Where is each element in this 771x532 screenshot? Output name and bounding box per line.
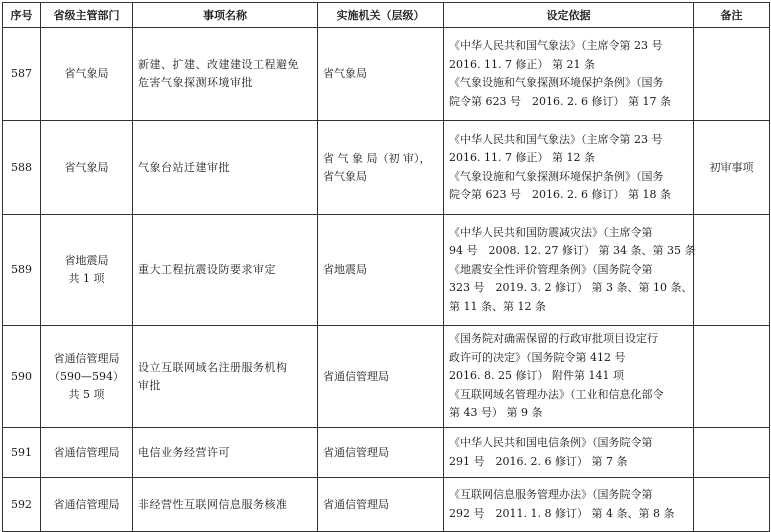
cell-agency <box>318 326 444 428</box>
basis-line: 94 号 2008. 12. 27 修订） 第 34 条、第 35 条 <box>449 244 696 258</box>
cell-dept <box>41 428 133 478</box>
table-row <box>3 326 770 428</box>
cell-item-name <box>133 215 318 326</box>
dept-line: 省通信管理局 <box>53 497 120 511</box>
cell-dept <box>41 28 133 121</box>
header-item: 事项名称 <box>133 3 318 28</box>
basis-line: 《气象设施和气象探测环境保护条例》（国务 <box>449 76 664 89</box>
cell-dept <box>41 215 133 326</box>
cell-note <box>694 428 770 478</box>
cell-agency <box>318 28 444 121</box>
cell-item-name <box>133 326 318 428</box>
cell-seq: 588 <box>3 121 41 215</box>
cell-agency <box>318 215 444 326</box>
basis-line: 2016. 11. 7 修正） 第 21 条 <box>449 57 595 71</box>
agency-line: 省通信管理局 <box>323 497 389 511</box>
cell-legal-basis <box>444 326 694 428</box>
table-row <box>3 428 770 478</box>
agency-line: 省地震局 <box>323 263 367 276</box>
cell-legal-basis <box>444 121 694 215</box>
basis-line: 2016. 11. 7 修正） 第 12 条 <box>449 151 595 164</box>
cell-seq: 587 <box>3 28 41 121</box>
item-line: 新建、扩建、改建建设工程避免 <box>138 58 299 71</box>
basis-line: 《中华人民共和国电信条例》（国务院令第 <box>449 436 653 449</box>
cell-note <box>694 478 770 532</box>
cell-seq: 590 <box>3 326 41 428</box>
agency-line: 省 气 象 局（初 审）， <box>323 151 431 165</box>
cell-legal-basis <box>444 478 694 532</box>
header-note: 备注 <box>694 3 770 28</box>
dept-line: 共 1 项 <box>68 272 105 285</box>
basis-line: 《国务院对确需保留的行政审批项目设定行 <box>449 332 658 346</box>
basis-line: 《气象设施和气象探测环境保护条例》（国务 <box>449 169 664 183</box>
table-row <box>3 121 770 215</box>
header-basis: 设定依据 <box>444 3 694 28</box>
cell-note: 初审事项 <box>694 121 770 215</box>
table-row <box>3 478 770 532</box>
table-header-row <box>3 3 770 28</box>
basis-line: 291 号 2016. 2. 6 修订） 第 7 条 <box>449 454 628 468</box>
header-agency: 实施机关（层级） <box>318 3 444 28</box>
basis-line: 《中华人民共和国气象法》（主席令第 23 号 <box>449 132 663 146</box>
dept-line: 省通信管理局 <box>53 445 120 459</box>
cell-legal-basis <box>444 215 694 326</box>
basis-line: 第 11 条、第 12 条 <box>449 299 546 313</box>
agency-line: 省通信管理局 <box>323 445 389 459</box>
item-line: 重大工程抗震设防要求审定 <box>138 263 276 276</box>
item-line: 气象台站迁建审批 <box>138 160 230 174</box>
basis-line: 第 43 号） 第 9 条 <box>449 406 543 420</box>
cell-seq: 591 <box>3 428 41 478</box>
cell-seq: 589 <box>3 215 41 326</box>
header-dept: 省级主管部门 <box>41 3 133 28</box>
basis-line: 《互联网域名管理办法》（工业和信息化部令 <box>449 387 664 401</box>
header-seq: 序号 <box>3 3 41 28</box>
agency-line: 省气象局 <box>323 67 367 80</box>
basis-line: 2016. 8. 25 修订） 附件第 141 项 <box>449 369 624 383</box>
basis-line: 《地震安全性评价管理条例》（国务院令第 <box>449 262 653 276</box>
dept-line: （590—594） <box>49 369 124 383</box>
item-line: 非经营性互联网信息服务核准 <box>138 497 288 511</box>
dept-line: 共 5 项 <box>68 387 105 401</box>
cell-legal-basis <box>444 28 694 121</box>
item-line: 危害气象探测环境审批 <box>138 76 253 89</box>
cell-dept <box>41 121 133 215</box>
dept-line: 省通信管理局 <box>53 351 120 365</box>
cell-agency <box>318 121 444 215</box>
cell-seq: 592 <box>3 478 41 532</box>
cell-agency <box>318 428 444 478</box>
cell-dept <box>41 326 133 428</box>
cell-item-name <box>133 478 318 532</box>
table-row <box>3 215 770 326</box>
approval-items-table <box>2 2 770 532</box>
item-line: 审批 <box>138 378 161 392</box>
dept-line: 省地震局 <box>64 254 109 267</box>
basis-line: 323 号 2019. 3. 2 修订） 第 3 条、第 10 条、 <box>449 281 693 295</box>
basis-line: 292 号 2011. 1. 8 修订） 第 4 条、第 8 条 <box>449 506 675 520</box>
cell-legal-basis <box>444 428 694 478</box>
basis-line: 院令第 623 号 2016. 2. 6 修订） 第 18 条 <box>449 188 671 201</box>
basis-line: 《中华人民共和国防震减灾法》（主席令第 <box>449 225 653 239</box>
basis-line: 《互联网信息服务管理办法》（国务院令第 <box>449 488 653 501</box>
agency-line: 省通信管理局 <box>323 369 389 383</box>
dept-line: 省气象局 <box>64 160 109 174</box>
dept-line: 省气象局 <box>64 67 109 80</box>
cell-dept <box>41 478 133 532</box>
cell-item-name <box>133 28 318 121</box>
cell-agency <box>318 478 444 532</box>
cell-item-name <box>133 121 318 215</box>
item-line: 电信业务经营许可 <box>138 445 230 459</box>
cell-note <box>694 326 770 428</box>
cell-note <box>694 28 770 121</box>
agency-line: 省气象局 <box>323 169 367 183</box>
basis-line: 院令第 623 号 2016. 2. 6 修订） 第 17 条 <box>449 94 671 108</box>
basis-line: 《中华人民共和国气象法》（主席令第 23 号 <box>449 39 663 52</box>
item-line: 设立互联网域名注册服务机构 <box>138 360 288 374</box>
table-row <box>3 28 770 121</box>
cell-item-name <box>133 428 318 478</box>
basis-line: 政许可的决定》（国务院令第 412 号 <box>449 350 626 364</box>
cell-note <box>694 215 770 326</box>
